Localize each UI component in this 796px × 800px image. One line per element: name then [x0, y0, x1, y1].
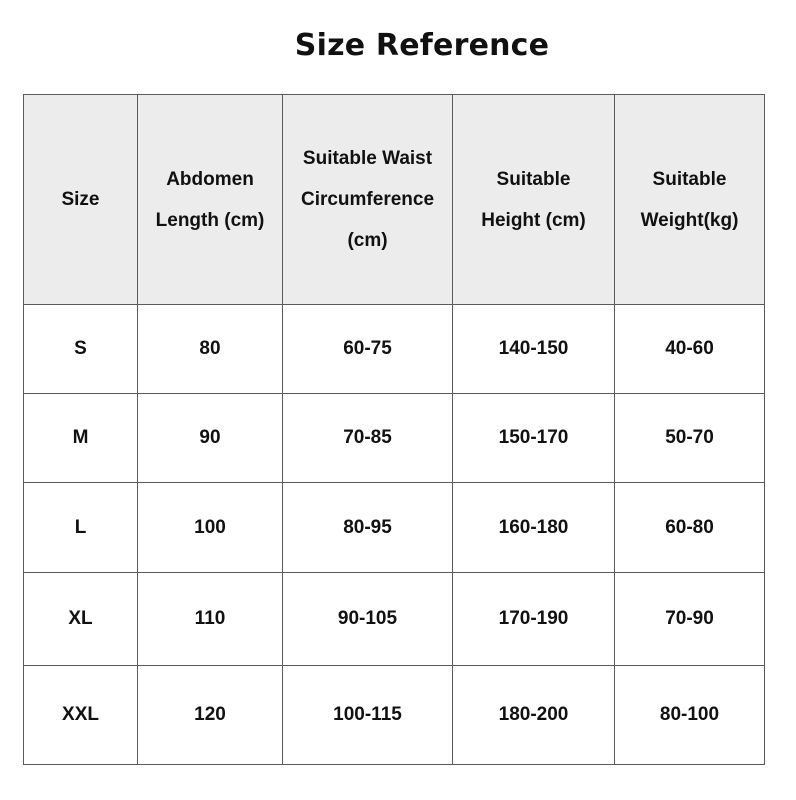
cell-weight: 40-60 — [615, 305, 765, 394]
cell-abdomen-length: 120 — [138, 666, 283, 765]
cell-weight: 50-70 — [615, 394, 765, 483]
cell-height: 150-170 — [453, 394, 615, 483]
cell-size: XXL — [24, 666, 138, 765]
cell-abdomen-length: 80 — [138, 305, 283, 394]
table-row — [24, 483, 765, 573]
size-reference-table — [23, 94, 765, 765]
cell-abdomen-length: 90 — [138, 394, 283, 483]
cell-weight: 60-80 — [615, 483, 765, 573]
cell-waist: 70-85 — [283, 394, 453, 483]
cell-waist: 90-105 — [283, 573, 453, 666]
cell-height: 180-200 — [453, 666, 615, 765]
table-row — [24, 573, 765, 666]
cell-waist: 60-75 — [283, 305, 453, 394]
header-size: Size — [24, 95, 138, 305]
header-waist-circumference: Suitable Waist Circumference (cm) — [283, 95, 453, 305]
table-row — [24, 394, 765, 483]
cell-size: S — [24, 305, 138, 394]
cell-abdomen-length: 110 — [138, 573, 283, 666]
header-height: Suitable Height (cm) — [453, 95, 615, 305]
cell-waist: 80-95 — [283, 483, 453, 573]
cell-height: 170-190 — [453, 573, 615, 666]
cell-size: XL — [24, 573, 138, 666]
table-row — [24, 305, 765, 394]
header-weight: Suitable Weight(kg) — [615, 95, 765, 305]
table-row — [24, 666, 765, 765]
header-abdomen-length: Abdomen Length (cm) — [138, 95, 283, 305]
page-title: Size Reference — [294, 28, 550, 63]
table-header-row — [24, 95, 765, 305]
cell-size: L — [24, 483, 138, 573]
cell-height: 140-150 — [453, 305, 615, 394]
cell-size: M — [24, 394, 138, 483]
cell-abdomen-length: 100 — [138, 483, 283, 573]
cell-weight: 70-90 — [615, 573, 765, 666]
cell-waist: 100-115 — [283, 666, 453, 765]
cell-weight: 80-100 — [615, 666, 765, 765]
cell-height: 160-180 — [453, 483, 615, 573]
